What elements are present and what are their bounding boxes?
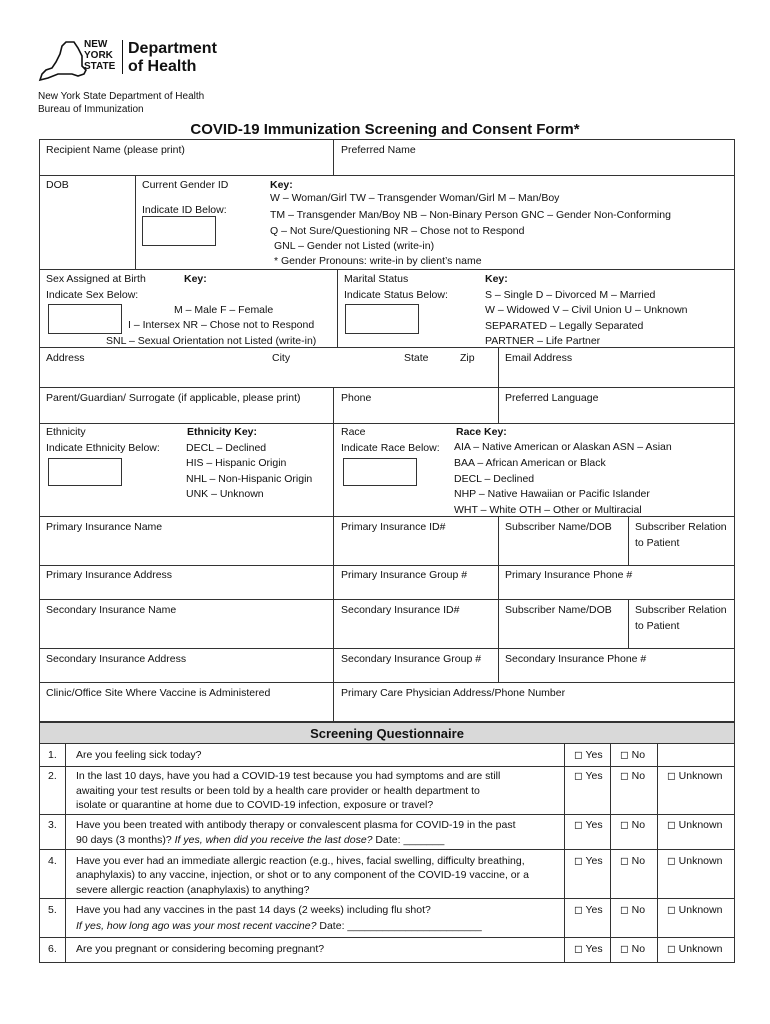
- logo-department: Department: [128, 40, 217, 57]
- question-text: Have you been treated with antibody therapy or convalescent plasma for COVID-19 in the past: [76, 819, 516, 831]
- address-label: Address: [46, 352, 85, 364]
- q5-unknown-checkbox[interactable]: [667, 904, 722, 916]
- yes-label: Yes: [585, 770, 603, 782]
- q6-yes-checkbox[interactable]: [574, 943, 603, 955]
- guardian-label: Parent/Guardian/ Surrogate (if applicable, please print): [46, 392, 301, 404]
- q2-unknown-checkbox[interactable]: [667, 770, 722, 782]
- question-number: 2.: [48, 770, 57, 782]
- question-number: 4.: [48, 855, 57, 867]
- question-number: 6.: [48, 943, 57, 955]
- sex-key-line: I – Intersex NR – Chose not to Respond: [128, 319, 315, 331]
- checkbox-icon: ◻: [574, 855, 586, 867]
- q4-yes-checkbox[interactable]: [574, 855, 603, 867]
- indicate-status-label: Indicate Status Below:: [344, 289, 448, 301]
- gender-key-line: GNL – Gender not Listed (write-in): [274, 240, 435, 252]
- no-label: No: [631, 943, 646, 955]
- ethnicity-key-line: DECL – Declined: [186, 442, 267, 454]
- phone-label: Phone: [341, 392, 372, 404]
- gender-id-input[interactable]: [142, 216, 216, 246]
- checkbox-icon: ◻: [574, 770, 586, 782]
- race-key-line: DECL – Declined: [454, 473, 535, 485]
- subscriber-relation-label: Subscriber Relation: [635, 521, 727, 533]
- primary-insurance-name-label: Primary Insurance Name: [46, 521, 163, 533]
- checkbox-icon: ◻: [667, 943, 679, 955]
- unknown-label: Unknown: [678, 770, 723, 782]
- q4-no-checkbox[interactable]: [620, 855, 645, 867]
- indicate-ethnicity-label: Indicate Ethnicity Below:: [46, 442, 160, 454]
- yes-label: Yes: [585, 904, 603, 916]
- screening-heading: Screening Questionnaire: [39, 722, 735, 744]
- current-gender-id-label: Current Gender ID: [142, 179, 229, 191]
- checkbox-icon: ◻: [620, 770, 632, 782]
- date-field[interactable]: Date: _______________________: [316, 920, 482, 932]
- email-label: Email Address: [505, 352, 573, 364]
- recipient-name-label: Recipient Name (please print): [46, 144, 185, 156]
- no-label: No: [631, 749, 646, 761]
- subscriber-name-dob-label: Subscriber Name/DOB: [505, 521, 612, 533]
- checkbox-icon: ◻: [667, 904, 679, 916]
- question-text: In the last 10 days, have you had a COVID-19 test because you had symptoms and are still: [76, 770, 501, 782]
- marital-key-title: Key:: [485, 273, 508, 285]
- yes-label: Yes: [585, 749, 603, 761]
- no-label: No: [631, 819, 646, 831]
- q3-no-checkbox[interactable]: [620, 819, 645, 831]
- race-key-line: BAA – African American or Black: [454, 457, 606, 469]
- q3-yes-checkbox[interactable]: [574, 819, 603, 831]
- primary-insurance-id-label: Primary Insurance ID#: [341, 521, 446, 533]
- no-label: No: [631, 770, 646, 782]
- nys-logo: [38, 38, 228, 90]
- yes-label: Yes: [585, 819, 603, 831]
- question-text-line: [76, 920, 482, 932]
- marital-key-line: W – Widowed V – Civil Union U – Unknown: [485, 304, 688, 316]
- secondary-insurance-address-label: Secondary Insurance Address: [46, 653, 187, 665]
- gender-key-title: Key:: [270, 179, 293, 191]
- q6-no-checkbox[interactable]: [620, 943, 645, 955]
- checkbox-icon: ◻: [620, 943, 632, 955]
- question-text-line: [76, 834, 444, 846]
- checkbox-icon: ◻: [667, 770, 679, 782]
- checkbox-icon: ◻: [620, 749, 632, 761]
- race-key-title: Race Key:: [456, 426, 507, 438]
- q1-no-checkbox[interactable]: [620, 749, 645, 761]
- question-text: Have you ever had an immediate allergic reaction (e.g., hives, facial swelling, difficulty breathing,: [76, 855, 525, 867]
- race-label: Race: [341, 426, 366, 438]
- sex-assigned-label: Sex Assigned at Birth: [46, 273, 146, 285]
- primary-insurance-phone-label: Primary Insurance Phone #: [505, 569, 633, 581]
- preferred-language-label: Preferred Language: [505, 392, 599, 404]
- new-york-state-map-icon: [38, 40, 88, 84]
- question-text: severe allergic reaction (anaphylaxis) to anything?: [76, 884, 310, 896]
- question-number: 3.: [48, 819, 57, 831]
- secondary-insurance-id-label: Secondary Insurance ID#: [341, 604, 460, 616]
- checkbox-icon: ◻: [620, 819, 632, 831]
- race-input[interactable]: [343, 458, 417, 486]
- race-key-line: AIA – Native American or Alaskan ASN – Asian: [454, 441, 672, 453]
- checkbox-icon: ◻: [667, 855, 679, 867]
- gender-key-line: TM – Transgender Man/Boy NB – Non-Binary Person GNC – Gender Non-Conforming: [270, 209, 671, 221]
- ethnicity-key-line: HIS – Hispanic Origin: [186, 457, 287, 469]
- question-text: 90 days (3 months)?: [76, 834, 175, 846]
- q2-yes-checkbox[interactable]: [574, 770, 603, 782]
- no-label: No: [631, 904, 646, 916]
- q1-yes-checkbox[interactable]: [574, 749, 603, 761]
- q3-unknown-checkbox[interactable]: [667, 819, 722, 831]
- sex-input[interactable]: [48, 304, 122, 334]
- secondary-subscriber-relation-label: Subscriber Relation: [635, 604, 727, 616]
- sex-key-title: Key:: [184, 273, 207, 285]
- checkbox-icon: ◻: [667, 819, 679, 831]
- sex-key-line: SNL – Sexual Orientation not Listed (write-in): [106, 335, 317, 347]
- ethnicity-input[interactable]: [48, 458, 122, 486]
- zip-label: Zip: [460, 352, 475, 364]
- logo-state: STATE: [84, 61, 116, 72]
- dob-label: DOB: [46, 179, 69, 191]
- checkbox-icon: ◻: [574, 819, 586, 831]
- question-text: Are you pregnant or considering becoming pregnant?: [76, 943, 325, 955]
- checkbox-icon: ◻: [620, 855, 632, 867]
- org-bureau: Bureau of Immunization: [38, 104, 144, 115]
- q5-no-checkbox[interactable]: [620, 904, 645, 916]
- secondary-subscriber-name-dob-label: Subscriber Name/DOB: [505, 604, 612, 616]
- ethnicity-key-line: UNK – Unknown: [186, 488, 264, 500]
- logo-new: NEW: [84, 39, 108, 50]
- secondary-insurance-phone-label: Secondary Insurance Phone #: [505, 653, 647, 665]
- question-text: anaphylaxis) to any vaccine, injection, or shot or to any component of the COVID-19 vaccine, or a: [76, 869, 529, 881]
- checkbox-icon: ◻: [574, 943, 586, 955]
- ethnicity-key-title: Ethnicity Key:: [187, 426, 258, 438]
- sex-key-line: M – Male F – Female: [174, 304, 274, 316]
- primary-insurance-group-label: Primary Insurance Group #: [341, 569, 468, 581]
- secondary-insurance-group-label: Secondary Insurance Group #: [341, 653, 482, 665]
- yes-label: Yes: [585, 943, 603, 955]
- city-label: City: [272, 352, 291, 364]
- question-followup: If yes, when did you receive the last dose?: [174, 834, 373, 846]
- marital-key-line: PARTNER – Life Partner: [485, 335, 601, 347]
- ethnicity-key-line: NHL – Non-Hispanic Origin: [186, 473, 313, 485]
- q2-no-checkbox[interactable]: [620, 770, 645, 782]
- marital-status-label: Marital Status: [344, 273, 409, 285]
- indicate-sex-label: Indicate Sex Below:: [46, 289, 139, 301]
- logo-of-health: of Health: [128, 58, 197, 75]
- pcp-label: Primary Care Physician Address/Phone Number: [341, 687, 566, 699]
- question-number: 1.: [48, 749, 57, 761]
- secondary-subscriber-relation-label-2: to Patient: [635, 620, 680, 632]
- primary-insurance-address-label: Primary Insurance Address: [46, 569, 173, 581]
- unknown-label: Unknown: [678, 943, 723, 955]
- race-key-line: WHT – White OTH – Other or Multiracial: [454, 504, 642, 516]
- indicate-race-label: Indicate Race Below:: [341, 442, 440, 454]
- question-text: awaiting your test results or been told by a health care provider or health department to: [76, 785, 480, 797]
- marital-status-input[interactable]: [345, 304, 419, 334]
- org-name: New York State Department of Health: [38, 91, 205, 102]
- question-text: Are you feeling sick today?: [76, 749, 202, 761]
- date-field[interactable]: Date: _______: [372, 834, 445, 846]
- marital-key-line: S – Single D – Divorced M – Married: [485, 289, 656, 301]
- checkbox-icon: ◻: [574, 749, 586, 761]
- clinic-site-label: Clinic/Office Site Where Vaccine is Administered: [46, 687, 271, 699]
- race-key-line: NHP – Native Hawaiian or Pacific Islander: [454, 488, 650, 500]
- subscriber-relation-label-2: to Patient: [635, 537, 680, 549]
- q5-yes-checkbox[interactable]: [574, 904, 603, 916]
- yes-label: Yes: [585, 855, 603, 867]
- question-number: 5.: [48, 904, 57, 916]
- unknown-label: Unknown: [678, 904, 723, 916]
- marital-key-line: SEPARATED – Legally Separated: [485, 320, 644, 332]
- gender-key-line: W – Woman/Girl TW – Transgender Woman/Girl M – Man/Boy: [270, 192, 560, 204]
- checkbox-icon: ◻: [574, 904, 586, 916]
- secondary-insurance-name-label: Secondary Insurance Name: [46, 604, 177, 616]
- gender-key-line: Q – Not Sure/Questioning NR – Chose not to Respond: [270, 225, 525, 237]
- unknown-label: Unknown: [678, 855, 723, 867]
- state-label: State: [404, 352, 429, 364]
- gender-pronouns-note: * Gender Pronouns: write-in by client’s name: [274, 255, 482, 267]
- q4-unknown-checkbox[interactable]: [667, 855, 722, 867]
- preferred-name-label: Preferred Name: [341, 144, 416, 156]
- question-text: Have you had any vaccines in the past 14 days (2 weeks) including flu shot?: [76, 904, 431, 916]
- question-text: isolate or quarantine at home due to COVID-19 infection, exposure or travel?: [76, 799, 434, 811]
- question-followup: If yes, how long ago was your most recent vaccine?: [76, 920, 317, 932]
- indicate-id-label: Indicate ID Below:: [142, 204, 227, 216]
- logo-york: YORK: [84, 50, 113, 61]
- no-label: No: [631, 855, 646, 867]
- checkbox-icon: ◻: [620, 904, 632, 916]
- q6-unknown-checkbox[interactable]: [667, 943, 722, 955]
- unknown-label: Unknown: [678, 819, 723, 831]
- form-title: COVID-19 Immunization Screening and Consent Form*: [190, 121, 580, 138]
- ethnicity-label: Ethnicity: [46, 426, 86, 438]
